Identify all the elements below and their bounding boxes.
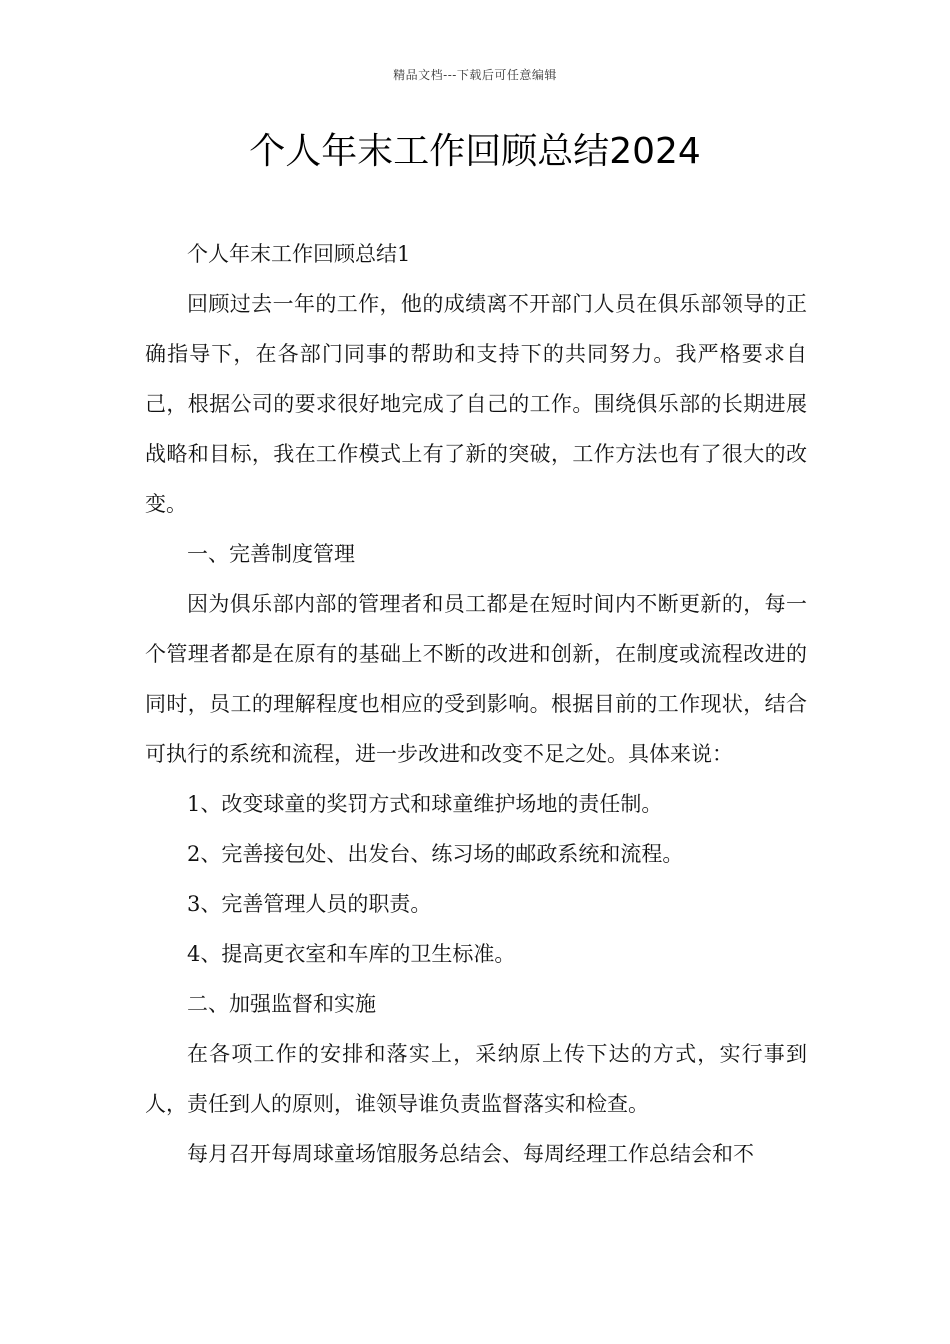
list-item: 1、改变球童的奖罚方式和球童维护场地的责任制。	[187, 792, 663, 816]
section-heading: 一、完善制度管理	[187, 542, 355, 566]
document-body	[145, 229, 807, 1179]
body-paragraph: 每月召开每周球童场馆服务总结会、每周经理工作总结会和不	[187, 1142, 754, 1166]
section-heading: 二、加强监督和实施	[187, 992, 376, 1016]
list-item: 4、提高更衣室和车库的卫生标准。	[187, 942, 516, 966]
list-item: 2、完善接包处、出发台、练习场的邮政系统和流程。	[187, 842, 684, 866]
header-note: 精品文档---下载后可任意编辑	[393, 68, 557, 82]
body-paragraph: 因为俱乐部内部的管理者和员工都是在短时间内不断更新的，每一个管理者都是在原有的基础上不断的改进和创新，在制度或流程改进的同时，员工的理解程度也相应的受到影响。根据目前的工作现状，结合可执行的系统和流程，进一步改进和改变不足之处。具体来说：	[145, 592, 807, 766]
body-paragraph: 回顾过去一年的工作，他的成绩离不开部门人员在俱乐部领导的正确指导下，在各部门同事的帮助和支持下的共同努力。我严格要求自己，根据公司的要求很好地完成了自己的工作。围绕俱乐部的长期进展战略和目标，我在工作模式上有了新的突破，工作方法也有了很大的改变。	[145, 292, 807, 516]
document-title: 个人年末工作回顾总结2024	[249, 131, 701, 172]
body-paragraph: 在各项工作的安排和落实上，采纳原上传下达的方式，实行事到人，责任到人的原则，谁领导谁负责监督落实和检查。	[145, 1042, 807, 1116]
section-heading: 个人年末工作回顾总结1	[187, 242, 411, 266]
list-item: 3、完善管理人员的职责。	[187, 892, 432, 916]
